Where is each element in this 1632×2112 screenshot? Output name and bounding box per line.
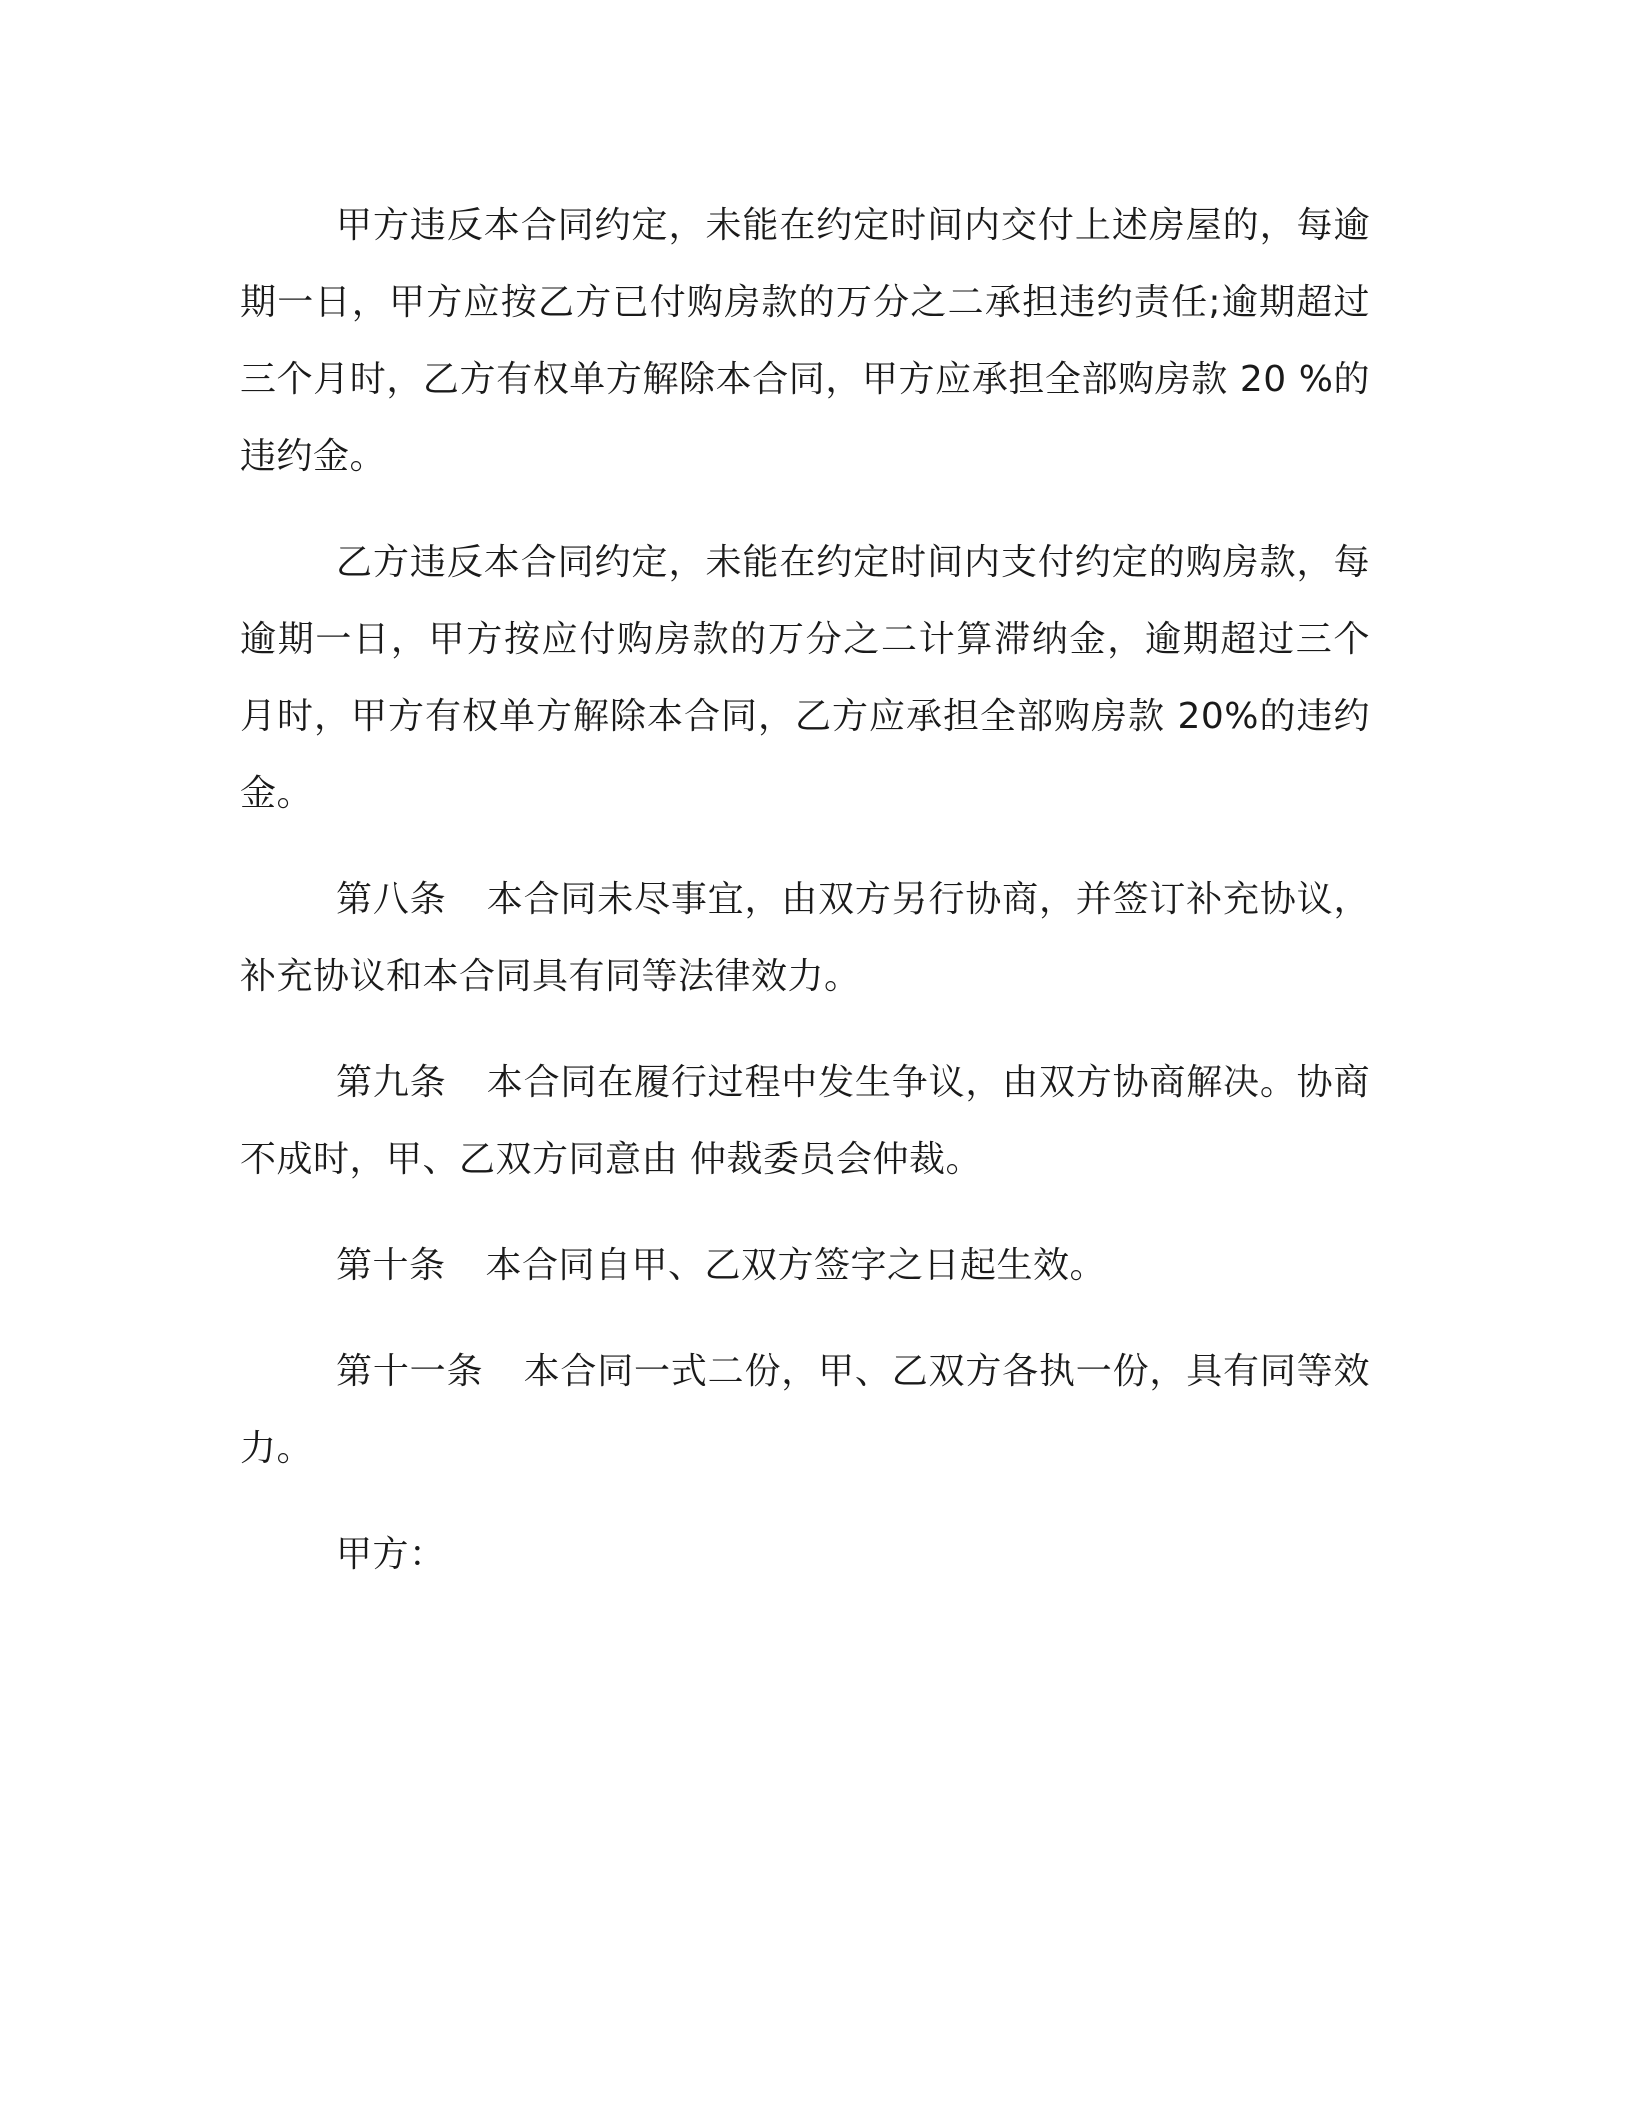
paragraph-party-b-breach: 乙方违反本合同约定，未能在约定时间内支付约定的购房款，每逾期一日，甲方按应付购房款的万分之二计算滞纳金，逾期超过三个月时，甲方有权单方解除本合同，乙方应承担全部购房款 20%的违约金。	[240, 542, 1370, 814]
clause-11-number: 第十一条	[336, 1351, 484, 1392]
clause-10	[240, 1227, 1370, 1304]
clause-11	[240, 1333, 1370, 1487]
signature-label-party-a: 甲方：	[336, 1534, 446, 1575]
clause-9-text: 本合同在履行过程中发生争议，由双方协商解决。协商不成时，甲、乙双方同意由 仲裁委员会仲裁。	[240, 1062, 1370, 1180]
clause-8	[240, 861, 1370, 1015]
document-body	[240, 187, 1370, 1593]
clause-10-text: 本合同自甲、乙双方签字之日起生效。	[485, 1245, 1107, 1286]
clause-9	[240, 1044, 1370, 1198]
clause-11-text: 本合同一式二份，甲、乙双方各执一份，具有同等效力。	[240, 1351, 1370, 1469]
clause-10-number: 第十条	[336, 1245, 446, 1286]
clause-8-number: 第八条	[336, 879, 447, 920]
clause-9-number: 第九条	[336, 1062, 447, 1103]
clause-8-text: 本合同未尽事宜，由双方另行协商，并签订补充协议，补充协议和本合同具有同等法律效力。	[240, 879, 1370, 997]
paragraph-party-a-breach: 甲方违反本合同约定，未能在约定时间内交付上述房屋的，每逾期一日，甲方应按乙方已付购房款的万分之二承担违约责任;逾期超过三个月时，乙方有权单方解除本合同，甲方应承担全部购房款 20 %的违约金。	[240, 205, 1370, 477]
